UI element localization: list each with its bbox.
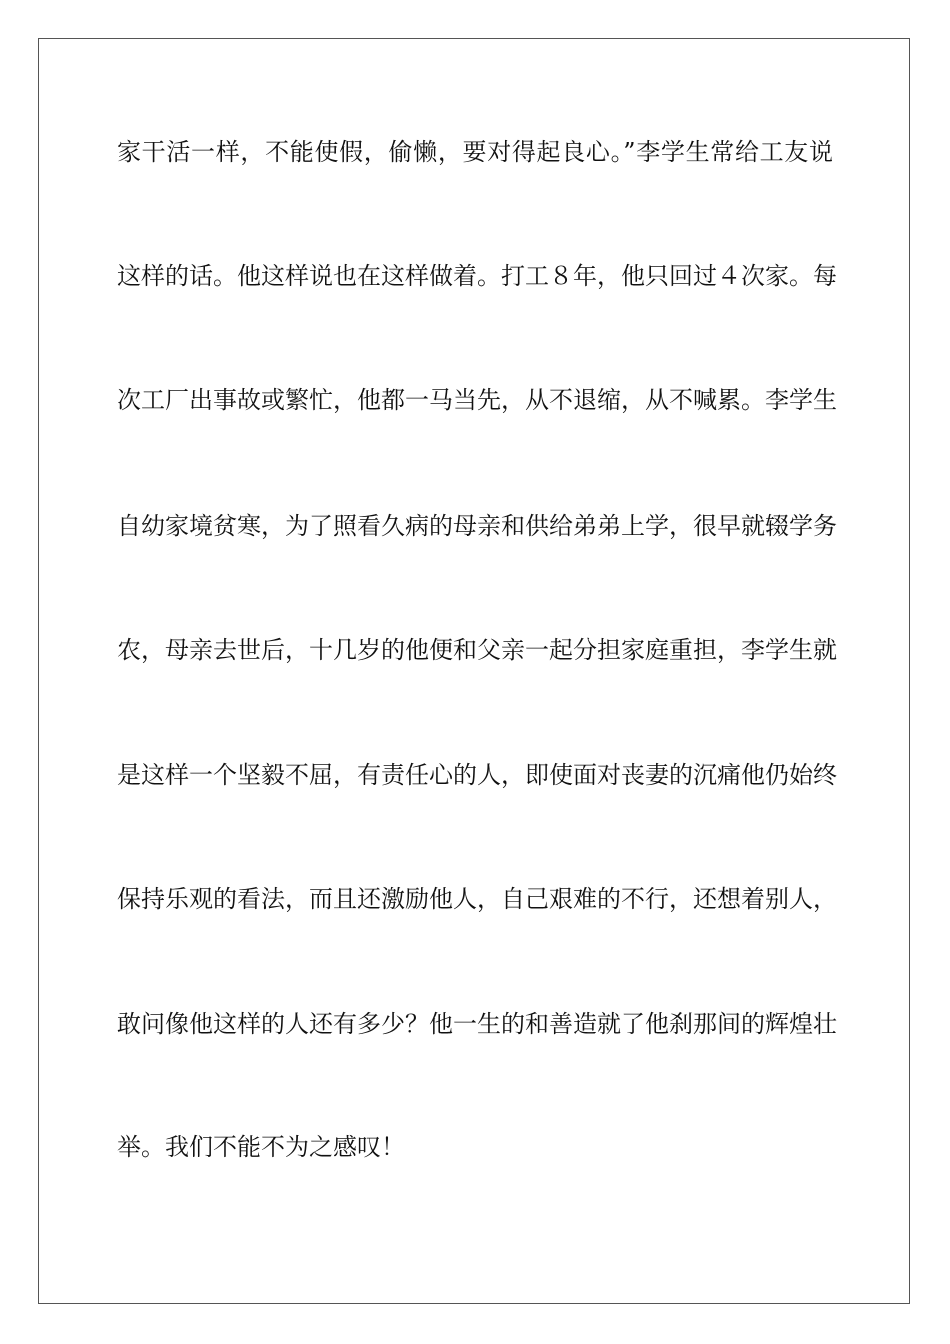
body-text-line: 次工厂出事故或繁忙，他都一马当先，从不退缩，从不喊累。李学生 — [117, 386, 837, 414]
body-text-line: 敢问像他这样的人还有多少？他一生的和善造就了他刹那间的辉煌壮 — [117, 1010, 837, 1038]
body-text-line-final: 举。我们不能不为之感叹！ — [117, 1133, 405, 1161]
body-text-line: 农，母亲去世后，十几岁的他便和父亲一起分担家庭重担，李学生就 — [117, 636, 837, 664]
body-text-line: 保持乐观的看法，而且还激励他人，自己艰难的不行，还想着别人， — [117, 885, 837, 913]
body-text-line: 这样的话。他这样说也在这样做着。打工８年，他只回过４次家。每 — [117, 262, 837, 290]
body-text-line: 自幼家境贫寒，为了照看久病的母亲和供给弟弟上学，很早就辍学务 — [117, 512, 837, 540]
body-text-line: 家干活一样，不能使假，偷懒，要对得起良心。”李学生常给工友说 — [117, 138, 833, 166]
page-border — [38, 38, 910, 1304]
body-text-line: 是这样一个坚毅不屈，有责任心的人，即使面对丧妻的沉痛他仍始终 — [117, 761, 837, 789]
